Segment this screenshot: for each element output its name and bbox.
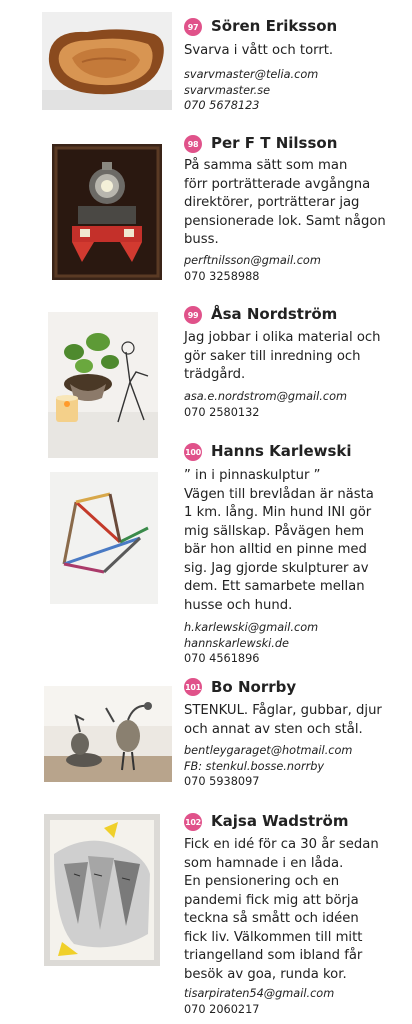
contact-block xyxy=(184,253,321,284)
artist-photo-triangle-drawing xyxy=(44,814,160,966)
contact-block xyxy=(184,67,318,114)
contact-block xyxy=(184,743,352,790)
email-link[interactable]: perftnilsson@gmail.com xyxy=(184,254,321,267)
artist-description xyxy=(184,329,399,385)
artist-name: Kajsa Wadström xyxy=(211,812,349,830)
entry-number-badge: 99 xyxy=(184,306,202,324)
artist-photo-stone-birds xyxy=(44,686,172,782)
phone-number: 070 2580132 xyxy=(184,405,260,419)
artist-name: Sören Eriksson xyxy=(211,17,338,35)
entry-number-badge: 102 xyxy=(184,813,202,831)
artist-description xyxy=(184,467,399,615)
artist-photo-wooden-bowl xyxy=(42,12,172,110)
artist-name: Bo Norrby xyxy=(211,678,297,696)
description-line: husse och hund. xyxy=(184,597,293,613)
description-line: STENKUL. Fåglar, gubbar, djur xyxy=(184,703,382,718)
email-link[interactable]: svarvmaster@telia.com xyxy=(184,68,319,81)
email-link[interactable]: tisarpiraten54@gmail.com xyxy=(184,987,335,1000)
email-link[interactable]: h.karlewski@gmail.com xyxy=(184,621,319,634)
description-line: besök av goa, runda kor. xyxy=(184,966,347,982)
description-line: Vägen till brevlådan är nästa xyxy=(184,486,374,502)
description-line: ” in i pinnaskulptur ” xyxy=(184,468,321,483)
artist-photo-plant-and-lantern xyxy=(48,312,158,458)
facebook-link[interactable]: FB: stenkul.bosse.norrby xyxy=(184,759,325,773)
phone-number: 070 2060217 xyxy=(184,1002,260,1016)
description-line: mig sällskap. Påvägen hem xyxy=(184,523,365,539)
contact-block xyxy=(184,620,318,667)
description-line: sig. Jag gjorde skulpturer av xyxy=(184,560,369,576)
email-link[interactable]: bentleygaraget@hotmail.com xyxy=(184,744,353,757)
phone-number: 070 3258988 xyxy=(184,269,260,283)
description-line: gör saker till inredning och xyxy=(184,348,361,364)
entry-number-badge: 101 xyxy=(184,678,202,696)
artist-name: Per F T Nilsson xyxy=(211,134,338,152)
entry-number-badge: 97 xyxy=(184,18,202,36)
description-line: En pensionering och en xyxy=(184,874,340,889)
phone-number: 070 4561896 xyxy=(184,652,260,665)
description-line: teckna så smått och idéen xyxy=(184,911,359,926)
artist-description xyxy=(184,157,399,250)
entry-number-badge: 100 xyxy=(184,443,202,461)
description-line: direktörer, porträtterar jag xyxy=(184,195,360,210)
artist-description xyxy=(184,836,399,984)
description-line: triangelland som ibland får xyxy=(184,948,363,963)
artist-name: Åsa Nordström xyxy=(211,305,338,323)
artist-photo-stick-sculpture xyxy=(50,472,158,604)
description-line: På samma sätt som man xyxy=(184,158,348,173)
entry-number-badge: 98 xyxy=(184,135,202,153)
artist-description xyxy=(184,42,399,61)
description-line: bär hon alltid en pinne med xyxy=(184,542,367,557)
description-line: Fick en idé för ca 30 år sedan xyxy=(184,837,379,852)
description-line: buss. xyxy=(184,232,219,247)
contact-block xyxy=(184,986,334,1017)
contact-block xyxy=(184,389,347,420)
description-line: som hamnade i en låda. xyxy=(184,855,344,871)
description-line: förr porträtterade avgångna xyxy=(184,176,371,192)
description-line: pandemi fick mig att börja xyxy=(184,892,359,908)
description-line: 1 km. lång. Min hund INI gör xyxy=(184,505,372,520)
description-line: och annat av sten och stål. xyxy=(184,721,363,737)
description-line: trädgård. xyxy=(184,367,246,382)
description-line: Svarva i vått och torrt. xyxy=(184,43,334,58)
email-link[interactable]: asa.e.nordstrom@gmail.com xyxy=(184,390,348,403)
artist-description xyxy=(184,702,399,739)
website-link[interactable]: svarvmaster.se xyxy=(184,83,271,97)
phone-number: 070 5938097 xyxy=(184,775,260,788)
website-link[interactable]: hannskarlewski.de xyxy=(184,636,290,650)
description-line: dem. Ett samarbete mellan xyxy=(184,579,365,594)
description-line: Jag jobbar i olika material och xyxy=(184,330,381,345)
artist-photo-locomotive-portrait xyxy=(52,144,162,280)
description-line: pensionerade lok. Samt någon xyxy=(184,213,386,229)
artist-name: Hanns Karlewski xyxy=(211,442,352,460)
phone-number: 070 5678123 xyxy=(184,99,260,112)
description-line: fick liv. Välkommen till mitt xyxy=(184,929,363,945)
